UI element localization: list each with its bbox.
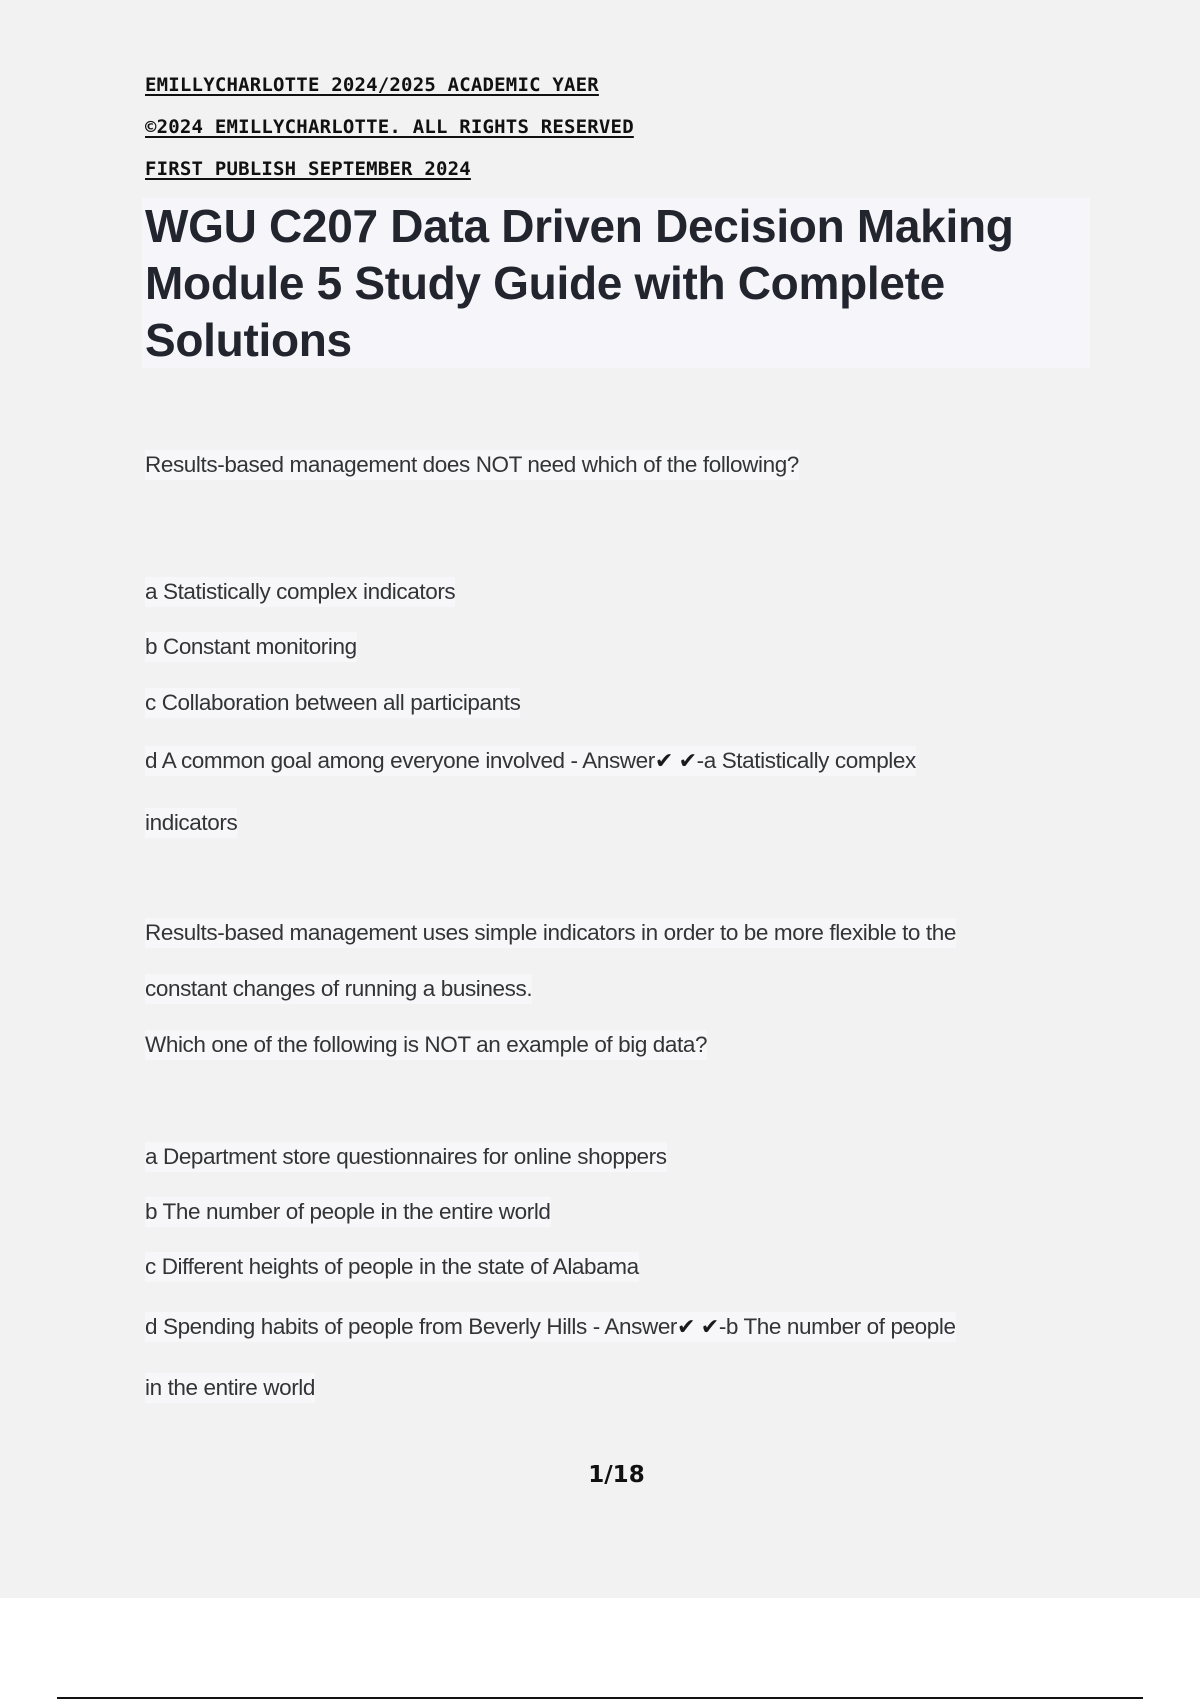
question-1-option-b: b Constant monitoring (145, 632, 357, 662)
question-2-option-a: a Department store questionnaires for online shoppers (145, 1142, 667, 1172)
checkmark-icon: ✔ ✔ (677, 1314, 719, 1339)
title-block (142, 198, 1090, 368)
question-2-option-d (145, 1312, 956, 1342)
option-d-text: d Spending habits of people from Beverly Hills - Answer (145, 1314, 678, 1339)
header-academic-year: EMILLYCHARLOTTE 2024/2025 ACADEMIC YAER (145, 74, 599, 96)
question-1-answer-continued: indicators (145, 808, 237, 838)
question-1-explanation-line-1: Results-based management uses simple indicators in order to be more flexible to the (145, 918, 956, 948)
answer-text: -b The number of people (718, 1314, 956, 1339)
question-1-option-d (145, 746, 916, 776)
answer-text: -a Statistically complex (696, 748, 916, 773)
question-2-prompt: Which one of the following is NOT an example of big data? (145, 1030, 707, 1060)
question-1-option-a: a Statistically complex indicators (145, 577, 455, 607)
document-title: WGU C207 Data Driven Decision Making Module 5 Study Guide with Complete Solutions (145, 200, 1014, 366)
checkmark-icon: ✔ ✔ (654, 748, 697, 773)
question-1-option-c: c Collaboration between all participants (145, 688, 520, 718)
option-d-text: d A common goal among everyone involved - Answer (145, 748, 655, 773)
header-publish-date: FIRST PUBLISH SEPTEMBER 2024 (145, 158, 471, 180)
question-2-option-c: c Different heights of people in the state of Alabama (145, 1252, 639, 1282)
question-2-answer-continued: in the entire world (145, 1373, 315, 1403)
page-number: 1/18 (588, 1462, 645, 1488)
question-1-explanation-line-2: constant changes of running a business. (145, 974, 532, 1004)
question-2-option-b: b The number of people in the entire world (145, 1197, 551, 1227)
header-copyright: ©2024 EMILLYCHARLOTTE. ALL RIGHTS RESERVED (145, 116, 634, 138)
question-1-prompt: Results-based management does NOT need which of the following? (145, 450, 799, 480)
footer-divider (57, 1697, 1143, 1699)
